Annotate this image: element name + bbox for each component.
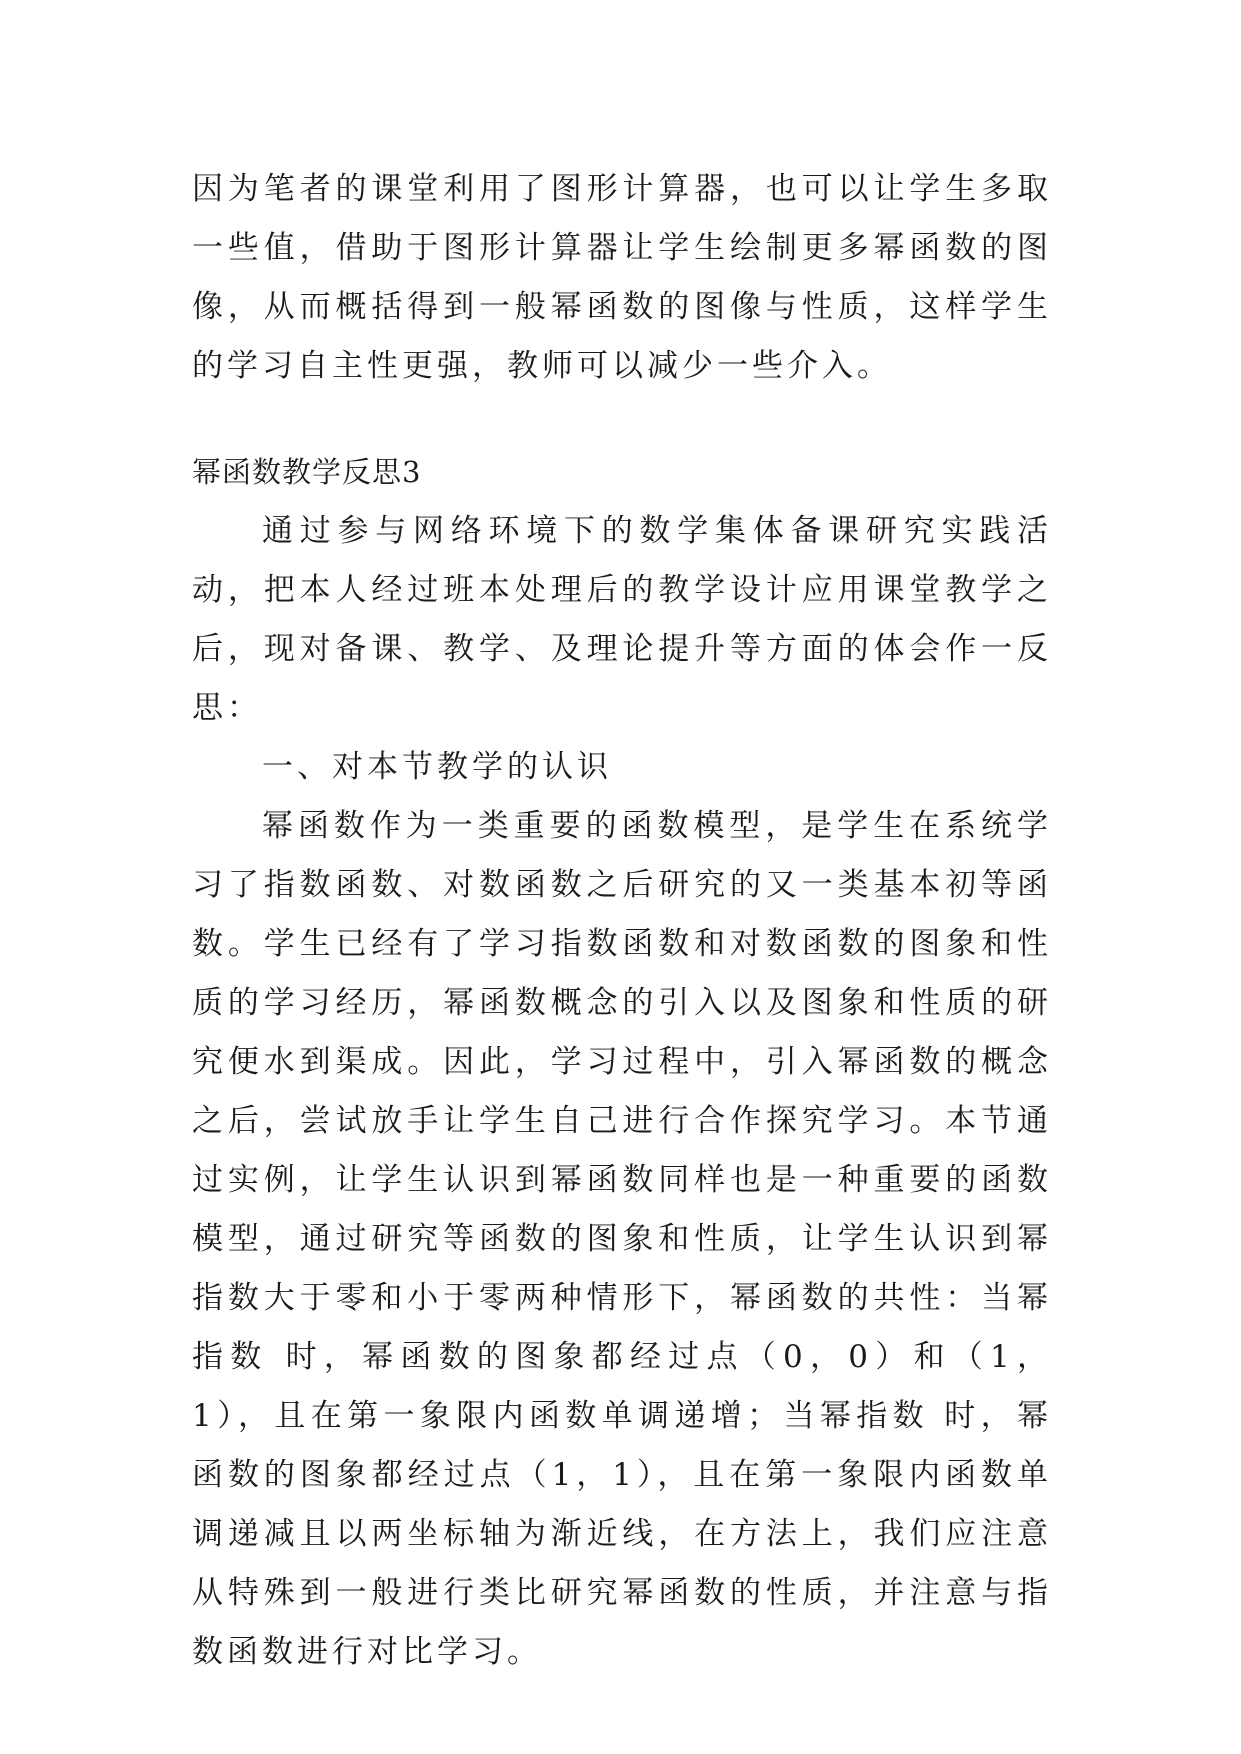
body-paragraph: 幂函数作为一类重要的函数模型，是学生在系统学习了指数函数、对数函数之后研究的又一类基本初等函数。学生已经有了学习指数函数和对数函数的图象和性质的学习经历，幂函数概念的引入以及图象和性质的研究便水到渠成。因此，学习过程中，引入幂函数的概念之后，尝试放手让学生自己进行合作探究学习。本节通过实例，让学生认识到幂函数同样也是一种重要的函数模型，通过研究等函数的图象和性质，让学生认识到幂指数大于零和小于零两种情形下，幂函数的共性：当幂指数 时，幂函数的图象都经过点（0，0）和（1，1），且在第一象限内函数单调递增；当幂指数 时，幂函数的图象都经过点（1，1），且在第一象限内函数单调递减且以两坐标轴为渐近线，在方法上，我们应注意从特殊到一般进行类比研究幂函数的性质，并注意与指数函数进行对比学习。 — [192, 808, 1052, 1670]
body-paragraph: 通过参与网络环境下的数学集体备课研究实践活动，把本人经过班本处理后的教学设计应用课堂教学之后，现对备课、教学、及理论提升等方面的体会作一反思： — [192, 513, 1052, 726]
section-title: 幂函数教学反思3 — [192, 455, 422, 489]
main-text-block — [192, 502, 1052, 1682]
subsection-heading: 一、对本节教学的认识 — [262, 749, 612, 785]
intro-paragraph: 因为笔者的课堂利用了图形计算器，也可以让学生多取一些值，借助于图形计算器让学生绘制更多幂函数的图像，从而概括得到一般幂函数的图像与性质，这样学生的学习自主性更强，教师可以减少一些介入。 — [192, 171, 1052, 384]
intro-text-block — [192, 160, 1052, 396]
